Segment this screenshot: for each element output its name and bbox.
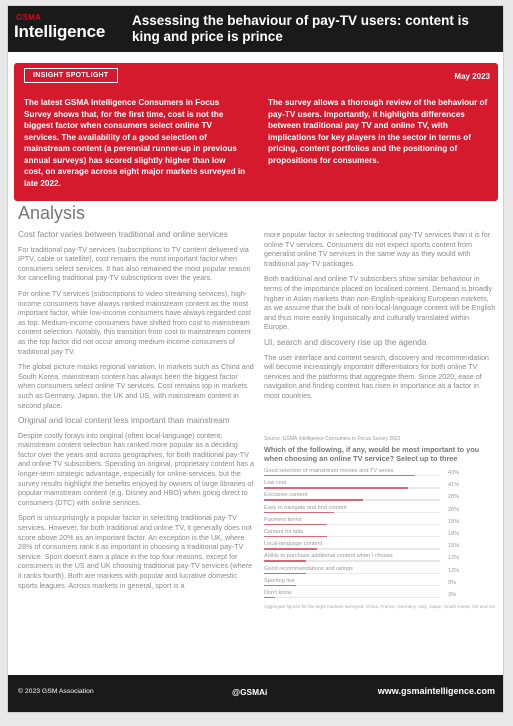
chart-row	[264, 590, 498, 602]
chart-row	[264, 505, 498, 517]
chart-rows	[264, 468, 498, 602]
website-link[interactable]: www.gsmaintelligence.com	[377, 686, 495, 696]
bar-track	[264, 512, 440, 513]
chart-title: Which of the following, if any, would be most important to you when choosing an online TV service? Select up to three	[264, 445, 480, 463]
body-paragraph: more popular factor in selecting traditional pay-TV services than it is for online TV services. Consumers do not expect sports content from generalist online TV services in the same way as they would with traditional pay-TV packages.	[264, 230, 491, 268]
bar	[264, 512, 334, 513]
spotlight-summary-right: The survey allows a thorough review of the behaviour of pay-TV users. Importantly, it highlights differences between traditional pay TV and online TV, with implications for key players in the sector in terms of pricing, content portfolios and the positioning of propositions for consumers.	[268, 98, 488, 165]
analysis-right-column	[264, 230, 496, 407]
bar	[264, 597, 275, 598]
page-title: Assessing the behaviour of pay-TV users: content is king and price is prince	[132, 13, 469, 44]
value-label: 18%	[448, 530, 460, 537]
section-subheading: UI, search and discovery rise up the agenda	[264, 336, 427, 347]
chart-row	[264, 553, 498, 565]
value-label: 20%	[448, 506, 460, 513]
body-paragraph: Despite costly forays into original (often local-language) content, mainstream content selection has ranked more popular as a deciding factor over the years and across geographies, for both traditional pay-TV and online TV subscribers. Spending on original, proprietary content has a longer-term strategic advantage, especially for online services, but the survey results highlight the benefits enjoyed by owners of large libraries of popular mainstream content (e.g. Disney and HBO) when going direct to consumers (DTC) with online services.	[18, 430, 255, 507]
bar-track	[264, 597, 440, 598]
chart-row	[264, 468, 498, 480]
header-banner	[8, 6, 503, 52]
chart-footnote: Aggregate figures for the eight markets surveyed: China, France, Germany, Italy, Japan, South Korea, UK and US	[264, 604, 496, 610]
category-label: Sporting live	[264, 577, 295, 584]
chart-row	[264, 566, 498, 578]
value-label: 3%	[448, 591, 457, 598]
category-label: Easy to navigate and find content	[264, 504, 347, 511]
spotlight-summary-left: The latest GSMA Intelligence Consumers in Focus Survey shows that, for the first time, cost is not the biggest factor when consumers select online TV services. The availability of a good selection of mainstream content (a perennial runner-up in previous annual surveys) has scored slightly higher than low cost, on average across eight major markets surveyed in late 2022.	[24, 98, 246, 188]
publication-date: May 2023	[454, 72, 490, 81]
body-paragraph: Sport is unsurprisingly a popular factor in selecting traditional pay-TV services. However, for both traditional and online TV, it generally does not score above 20% as an important factor. An exception is the UK, where 28% of consumers rank it as important in choosing a traditional pay-TV service. Sport doesn't earn a place in the top four reasons, except for consumers in the US and UK choosing traditional pay-TV services (where it ranks fourth). Both are markets with popular and lucrative domestic sports leagues. Across markets in general, sport is a	[18, 513, 253, 590]
chart-row	[264, 492, 498, 504]
section-subheading: Cost factor varies between traditional and online services	[18, 229, 228, 239]
body-paragraph: The global picture masks regional variation. In markets such as China and South Korea, mainstream content has always been the biggest factor when consumers select online TV services. Cost remains top in markets such as Germany, Japan, the UK and US, with mainstream content in second place.	[18, 362, 254, 410]
category-label: Content for kids	[264, 528, 304, 535]
bar	[264, 560, 306, 561]
category-label: Good recommendations and ratings	[264, 565, 353, 572]
value-label: 9%	[448, 579, 457, 586]
category-label: Payment terms	[264, 516, 302, 523]
bar-track	[264, 524, 440, 525]
value-label: 41%	[448, 482, 460, 489]
chart-row	[264, 529, 498, 541]
bar	[264, 548, 317, 549]
bar-track	[264, 548, 440, 549]
category-label: Exclusive content	[264, 492, 308, 499]
section-subheading: Original and local content less important than mainstream	[18, 415, 230, 426]
value-label: 18%	[448, 518, 460, 525]
bar-track	[264, 499, 440, 500]
brand-gsma: GSMA	[16, 13, 42, 22]
body-paragraph: The user interface and content search, discovery and recommendation will become increasingly important differentiators for both online TV services and the platforms that aggregate them. Since 2020, ease of navigation and finding content has risen in importance as a factor in most countries.	[264, 352, 489, 400]
chart-source: Source: GSMA Intelligence Consumers in Focus Survey 2022	[264, 436, 401, 442]
body-paragraph: For online TV services (subscriptions to video streaming services), high-income consumers have always ranked mainstream content as the most important factor, while low-income consumers have always regarded cost as top. Medium-income consumers have shifted from cost to mainstream content selection. Notably, this transition from cost to mainstream content as the top factor did not occur among medium-income consumers of traditional pay TV.	[18, 288, 251, 356]
twitter-handle-link[interactable]: @GSMAi	[232, 687, 268, 697]
chart-row	[264, 578, 498, 590]
bar-track	[264, 573, 440, 574]
analysis-heading: Analysis	[18, 203, 86, 223]
copyright-text: © 2023 GSM Association	[18, 688, 94, 695]
analysis-left-column	[18, 230, 256, 596]
category-label: Don't know	[264, 589, 292, 596]
bar-track	[264, 585, 440, 586]
insight-spotlight-badge: INSIGHT SPOTLIGHT	[24, 68, 118, 83]
category-label: Good selection of mainstream movies and TV series	[264, 468, 394, 474]
bar	[264, 585, 296, 586]
body-paragraph: For traditional pay-TV services (subscriptions to TV content delivered via IPTV, cable or satellite), cost remains the most important factor when consumers select services. It has also remained the most popular reason for cancelling traditional pay-TV subscriptions over the years.	[18, 244, 251, 283]
bar	[264, 475, 415, 476]
bar	[264, 573, 306, 574]
bar-track	[264, 536, 440, 537]
category-label: Local-language content	[264, 541, 323, 548]
bar-track	[264, 475, 440, 476]
chart-row	[264, 480, 498, 492]
value-label: 28%	[448, 494, 460, 501]
chart-row	[264, 541, 498, 553]
bar	[264, 499, 363, 500]
category-label: Ability to purchase additional content when I choose	[264, 553, 393, 560]
chart-row	[264, 517, 498, 529]
value-label: 15%	[448, 543, 460, 550]
value-label: 12%	[448, 567, 460, 574]
category-label: Low cost	[264, 480, 287, 487]
survey-chart	[264, 436, 498, 644]
value-label: 43%	[448, 470, 460, 476]
brand-intelligence: Intelligence	[14, 22, 106, 41]
bar	[264, 536, 327, 537]
footer-bar	[8, 675, 503, 712]
body-paragraph: Both traditional and online TV subscribers show similar behaviour in terms of the importance placed on localised content. Demand is broadly higher in Asian markets than non-English-speaking European markets, as we assume that the bulk of non-local-language content will be English and thus more easily linguistically and culturally translated within Europe.	[264, 274, 496, 332]
bar	[264, 524, 327, 525]
report-page	[7, 5, 504, 713]
value-label: 12%	[448, 555, 460, 562]
bar-track	[264, 560, 440, 561]
bar-track	[264, 487, 440, 488]
bar	[264, 487, 408, 488]
insight-spotlight-panel	[14, 63, 498, 201]
